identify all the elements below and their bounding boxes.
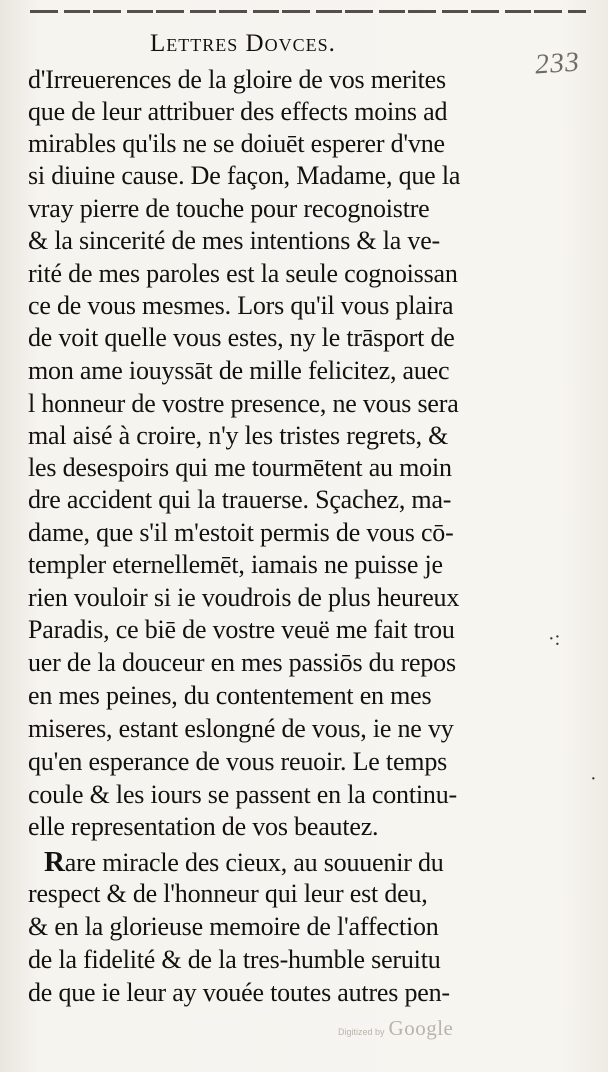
text-line: & la sincerité de mes intentions & la ve-	[28, 226, 441, 255]
text-line: mirables qu'ils ne se doiuēt esperer d'vne	[28, 129, 445, 158]
margin-mark-icon: ·:	[548, 628, 561, 650]
text-line: de voit quelle vous estes, ny le trāsport de	[28, 323, 455, 352]
text-line: l honneur de vostre presence, ne vous sera	[28, 389, 459, 418]
digitization-watermark	[338, 1016, 453, 1041]
text-line: mon ame iouyssāt de mille felicitez, auec	[28, 356, 450, 385]
text-line: que de leur attribuer des effects moins ad	[28, 97, 448, 126]
text-line: Paradis, ce biē de vostre veuë me fait trou	[28, 615, 455, 644]
text-line: rien vouloir si ie voudrois de plus heureux	[28, 583, 460, 612]
text-line: miseres, estant eslongné de vous, ie ne vy	[28, 714, 454, 743]
text-line: de que ie leur ay vouée toutes autres pen-	[28, 978, 450, 1007]
text-line: coule & les iours se passent en la continu-	[28, 780, 457, 809]
watermark-prefix: Digitized by	[338, 1027, 385, 1037]
text-line: respect & de l'honneur qui leur est deu,	[28, 879, 428, 908]
text-line: qu'en esperance de vous reuoir. Le temps	[28, 747, 448, 776]
text-line: & en la glorieuse memoire de l'affection	[28, 912, 439, 941]
running-head: Lettres Dovces.	[150, 30, 336, 57]
folio-number: 233	[533, 46, 581, 81]
text-line: templer eternellemēt, iamais ne puisse je	[28, 550, 443, 579]
text-line: d'Irreuerences de la gloire de vos merites	[28, 65, 446, 94]
text-line: si diuine cause. De façon, Madame, que la	[28, 161, 461, 190]
text-line: uer de la douceur en mes passiōs du repos	[28, 648, 456, 677]
text-line: en mes peines, du contentement en mes	[28, 681, 432, 710]
paragraph-opening-line	[44, 846, 444, 879]
margin-mark-icon: ·	[590, 768, 597, 790]
text-line: mal aisé à croire, n'y les tristes regrets, &	[28, 421, 449, 450]
drop-capital: R	[44, 846, 65, 878]
text-line: are miracle des cieux, au souuenir du	[64, 848, 444, 877]
text-line: vray pierre de touche pour recognoistre	[28, 194, 430, 223]
text-line: elle representation de vos beautez.	[28, 812, 379, 841]
text-line: les desespoirs qui me tourmētent au moin	[28, 453, 452, 482]
text-line: ce de vous mesmes. Lors qu'il vous plaira	[28, 291, 454, 320]
watermark-brand: Google	[388, 1016, 454, 1040]
text-line: dame, que s'il m'estoit permis de vous cō-	[28, 518, 454, 547]
text-line: de la fidelité & de la tres-humble seruitu	[28, 945, 441, 974]
text-line: dre accident qui la trauerse. Sçachez, ma-	[28, 485, 452, 514]
text-line: rité de mes paroles est la seule cognoissan	[28, 259, 458, 288]
